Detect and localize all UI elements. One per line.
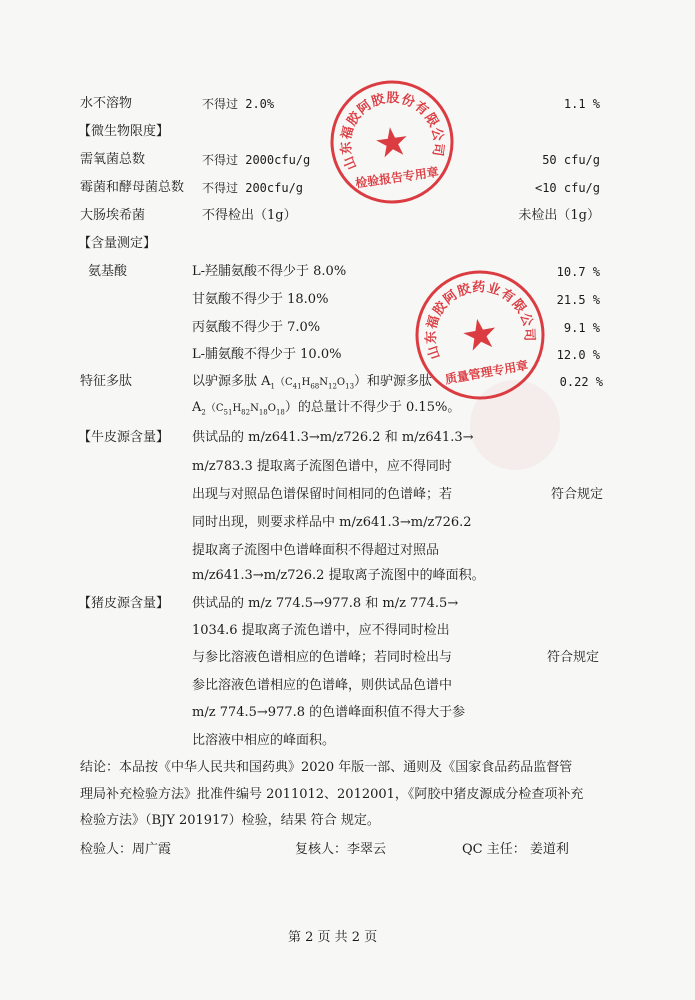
spec-hydroxyproline: L-羟脯氨酸不得少于 8.0% [192, 264, 347, 279]
spec-porcine-line: m/z 774.5→977.8 的色谱峰面积值不得大于参 [192, 705, 466, 720]
seal-1-company: 山东福胶阿胶股份有限公司 [338, 90, 446, 172]
result-porcine: 符合规定 [546, 650, 599, 665]
spec-porcine-line: 供试品的 m/z 774.5→977.8 和 m/z 774.5→ [192, 596, 459, 611]
seal-2-label: 质量管理专用章 [444, 358, 530, 387]
spec-bovine-line: m/z783.3 提取离子流图色谱中，应不得同时 [192, 459, 452, 474]
conclusion-line: 检验方法》（BJY 201917）检验，结果 符合 规定。 [80, 813, 380, 828]
item-aerobic: 需氧菌总数 [80, 152, 146, 167]
spec-bovine-line: 出现与对照品色谱保留时间相同的色谱峰；若 [192, 487, 453, 502]
spec-proline: L-脯氨酸不得少于 10.0% [192, 347, 342, 362]
seal-2-company: 山东福胶阿胶药业有限公司 [424, 280, 537, 361]
result-mold-yeast: <10 cfu/g [534, 181, 600, 195]
spec-bovine-line: 同时出现，则要求样品中 m/z641.3→m/z726.2 [192, 515, 472, 530]
result-hydroxyproline: 10.7 % [556, 265, 600, 279]
signature-inspector: 检验人：周广霞 [80, 842, 172, 857]
spec-peptide-line1: 以驴源多肽 $A_1(C_{41}H_{68}N_{12}O_{13})$和驴源多肽 [192, 374, 433, 391]
result-peptide: 0.22 % [559, 375, 603, 389]
page-number: 第 2 页 共 2 页 [288, 930, 378, 945]
spec-bovine-line: 供试品的 m/z641.3→m/z726.2 和 m/z641.3→ [192, 430, 474, 445]
spec-aerobic: 不得过 2000cfu/g [202, 153, 311, 167]
result-proline: 12.0 % [556, 348, 600, 362]
result-aerobic: 50 cfu/g [542, 153, 600, 167]
result-water-insoluble: 1.1 % [563, 97, 600, 111]
quality-management-seal [412, 267, 548, 403]
spec-bovine-line: 提取离子流图中色谱峰面积不得超过对照品 [192, 543, 440, 558]
spec-alanine: 丙氨酸不得少于 7.0% [192, 320, 321, 335]
seal-1-label: 检验报告专用章 [354, 164, 440, 191]
spec-porcine-line: 与参比溶液色谱相应的色谱峰；若同时检出与 [192, 650, 453, 665]
item-peptide: 特征多肽 [80, 374, 133, 389]
inspection-report-seal [328, 78, 456, 206]
spec-ecoli: 不得检出（1g） [202, 208, 297, 223]
item-water-insoluble: 水不溶物 [80, 96, 133, 111]
item-ecoli: 大肠埃希菌 [80, 208, 146, 223]
section-assay: 【含量测定】 [78, 236, 157, 251]
spec-bovine-line: m/z641.3→m/z726.2 提取离子流图中的峰面积。 [192, 568, 485, 583]
spec-porcine-line: 参比溶液色谱相应的色谱峰，则供试品色谱中 [192, 678, 453, 693]
item-mold-yeast: 霉菌和酵母菌总数 [80, 180, 185, 195]
item-amino-acid: 氨基酸 [88, 264, 128, 279]
item-bovine: 【牛皮源含量】 [78, 430, 170, 445]
result-glycine: 21.5 % [556, 293, 600, 307]
conclusion-line: 理局补充检验方法》批准件编号 2011012、2012001，《阿胶中猪皮源成分检查项补充 [80, 787, 584, 802]
result-alanine: 9.1 % [563, 321, 600, 335]
section-microbial-limit: 【微生物限度】 [78, 124, 170, 139]
spec-porcine-line: 比溶液中相应的峰面积。 [192, 733, 336, 748]
spec-glycine: 甘氨酸不得少于 18.0% [192, 292, 329, 307]
conclusion-line: 结论：本品按《中华人民共和国药典》2020 年版一部、通则及《国家食品药品监督管 [80, 760, 573, 775]
item-porcine: 【猪皮源含量】 [78, 596, 170, 611]
star-icon: ★ [371, 117, 414, 169]
result-ecoli: 未检出（1g） [518, 208, 600, 223]
spec-porcine-line: 1034.6 提取离子流色谱中，应不得同时检出 [192, 623, 450, 638]
star-icon: ★ [457, 307, 503, 362]
result-bovine: 符合规定 [550, 487, 603, 502]
spec-peptide-line2: $A_2(C_{51}H_{82}N_{18}O_{18})$的总量计不得少于 0.15%。 [192, 400, 461, 417]
spec-water-insoluble: 不得过 2.0% [202, 97, 275, 111]
signature-qc: QC 主任： 姜道利 [462, 842, 569, 857]
spec-mold-yeast: 不得过 200cfu/g [202, 181, 304, 195]
signature-reviewer: 复核人：李翠云 [295, 842, 387, 857]
